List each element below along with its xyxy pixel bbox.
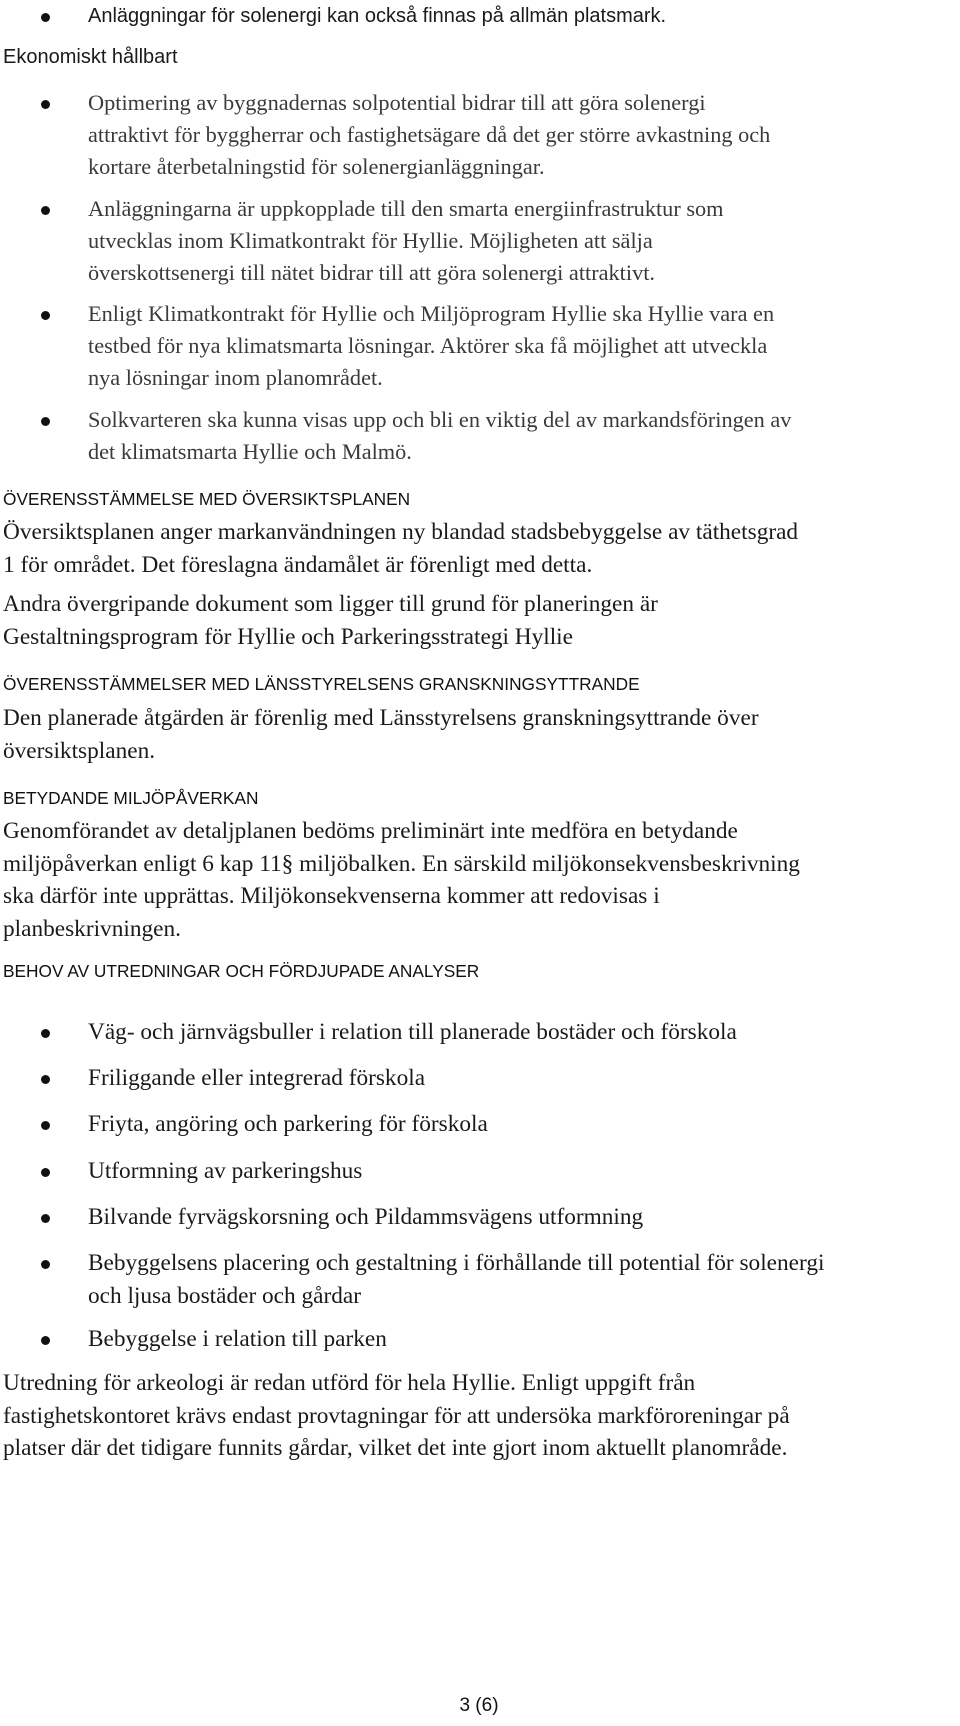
bullet-icon [41,311,50,320]
bullet-text: Utformning av parkeringshus [88,1158,363,1184]
subheading: Ekonomiskt hållbart [3,46,178,68]
bullet-text: Friliggande eller integrerad förskola [88,1065,426,1091]
bullet-text: Väg- och järnvägsbuller i relation till planerade bostäder och förskola [88,1019,737,1045]
bullet-icon [41,1336,50,1345]
bullet-icon [41,417,50,426]
bullet-text: Bebyggelsens placering och gestaltning i förhållande till potential för solenergi och ljusa bostäder och gårdar [88,1250,825,1309]
bullet-text: Enligt Klimatkontrakt för Hyllie och Miljöprogram Hyllie ska Hyllie vara en testbed för nya klimatsmarta lösningar. Aktörer ska få möjlighet att utveckla nya lösningar inom planområdet. [88,301,775,390]
section-heading: BETYDANDE MILJÖPÅVERKAN [3,788,259,808]
bullet-icon [41,13,50,22]
bullet-icon [41,1075,50,1084]
bullet-icon [41,1260,50,1269]
bullet-icon [41,1214,50,1223]
bullet-text: Bilvande fyrvägskorsning och Pildammsvägens utformning [88,1204,644,1230]
bullet-icon [41,100,50,109]
bullet-text: Optimering av byggnadernas solpotential bidrar till att göra solenergi attraktivt för byggherrar och fastighetsägare då det ger större avkastning och kortare återbetalningstid för solenergianläggningar. [88,90,771,179]
bullet-icon [41,1168,50,1177]
bullet-icon [41,1121,50,1130]
paragraph: Andra övergripande dokument som ligger till grund för planeringen är Gestaltningsprogram för Hyllie och Parkeringsstrategi Hyllie [3,591,658,650]
section-heading: ÖVERENSSTÄMMELSE MED ÖVERSIKTSPLANEN [3,489,411,509]
bullet-text: Bebyggelse i relation till parken [88,1326,387,1352]
bullet-text: Friyta, angöring och parkering för förskola [88,1111,488,1137]
paragraph: Översiktsplanen anger markanvändningen ny blandad stadsbebyggelse av täthetsgrad 1 för området. Det föreslagna ändamålet är förenligt med detta. [3,519,799,578]
bullet-text: Anläggningarna är uppkopplade till den smarta energiinfrastruktur som utvecklas inom Klimatkontrakt för Hyllie. Möjligheten att sälja överskottsenergi till nätet bidrar till att göra solenergi attraktivt. [88,196,724,285]
section-heading: BEHOV AV UTREDNINGAR OCH FÖRDJUPADE ANALYSER [3,961,480,981]
paragraph: Den planerade åtgärden är förenlig med Länsstyrelsens granskningsyttrande över översiktsplanen. [3,705,759,764]
paragraph: Genomförandet av detaljplanen bedöms preliminärt inte medföra en betydande miljöpåverkan enligt 6 kap 11§ miljöbalken. En särskild miljökonsekvensbeskrivning ska därför inte upprättas. Miljökonsekvenserna kommer att redovisas i planbeskrivningen. [3,818,800,942]
paragraph: Utredning för arkeologi är redan utförd för hela Hyllie. Enligt uppgift från fastighetskontoret krävs endast provtagningar för att undersöka markföroreningar på platser där det tidigare funnits gårdar, vilket det inte gjort inom aktuellt planområde. [3,1370,790,1461]
page-number: 3 (6) [459,1695,499,1716]
bullet-icon [41,1029,50,1038]
bullet-text: Anläggningar för solenergi kan också finnas på allmän platsmark. [88,5,667,27]
section-heading: ÖVERENSSTÄMMELSER MED LÄNSSTYRELSENS GRANSKNINGSYTTRANDE [3,674,640,694]
bullet-icon [41,206,50,215]
bullet-text: Solkvarteren ska kunna visas upp och bli en viktig del av markandsföringen av det klimatsmarta Hyllie och Malmö. [88,407,792,464]
